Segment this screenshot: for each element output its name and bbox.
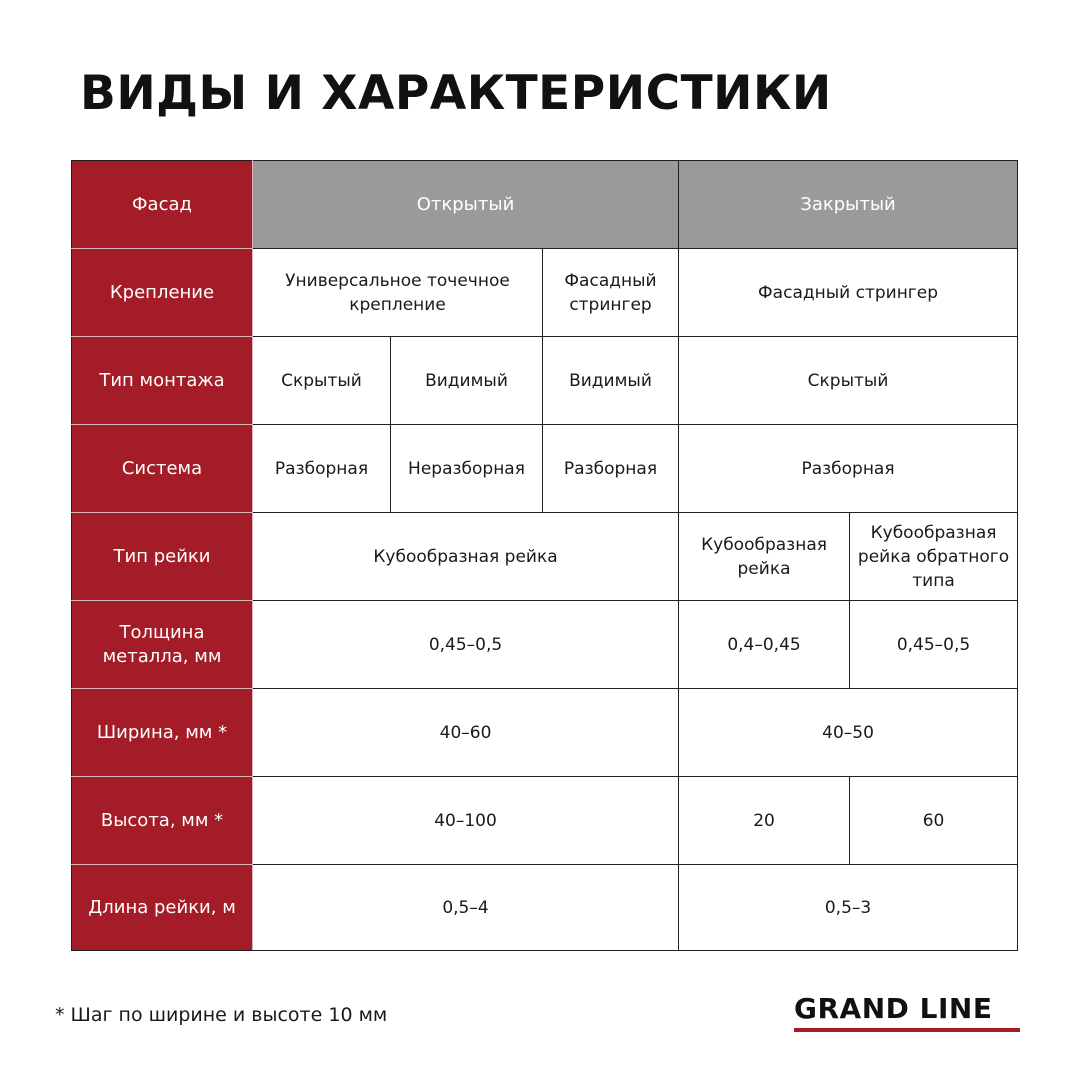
row-header-height: Высота, мм * <box>72 777 253 865</box>
row-header-mounting: Крепление <box>72 249 253 337</box>
table-row-rail-type <box>72 513 1018 601</box>
install-type-closed-cell: Скрытый <box>679 337 1018 425</box>
thickness-closed-reverse-cell: 0,45–0,5 <box>850 601 1018 689</box>
table-row-mounting <box>72 249 1018 337</box>
facade-open-cell: Открытый <box>253 161 679 249</box>
logo-underline <box>794 1028 1020 1032</box>
table-row-width <box>72 689 1018 777</box>
row-header-system: Система <box>72 425 253 513</box>
system-closed-cell: Разборная <box>679 425 1018 513</box>
table-row-height <box>72 777 1018 865</box>
table-row-install-type <box>72 337 1018 425</box>
rail-type-closed-reverse-cell: Кубообразная рейка обратного типа <box>850 513 1018 601</box>
width-closed-cell: 40–50 <box>679 689 1018 777</box>
thickness-closed-cell: 0,4–0,45 <box>679 601 850 689</box>
mounting-universal-cell: Универсальное точечное крепление <box>253 249 543 337</box>
facade-closed-cell: Закрытый <box>679 161 1018 249</box>
height-closed-reverse-cell: 60 <box>850 777 1018 865</box>
table-row-thickness <box>72 601 1018 689</box>
thickness-open-cell: 0,45–0,5 <box>253 601 679 689</box>
table-row-length <box>72 865 1018 951</box>
rail-type-closed-cell: Кубообразная рейка <box>679 513 850 601</box>
row-header-thickness: Толщина металла, мм <box>72 601 253 689</box>
spec-table <box>71 160 1018 951</box>
width-open-cell: 40–60 <box>253 689 679 777</box>
row-header-rail-type: Тип рейки <box>72 513 253 601</box>
height-open-cell: 40–100 <box>253 777 679 865</box>
install-type-cell: Видимый <box>391 337 543 425</box>
row-header-install-type: Тип монтажа <box>72 337 253 425</box>
height-closed-cell: 20 <box>679 777 850 865</box>
grand-line-logo <box>794 992 1024 1032</box>
logo-text: GRAND LINE <box>794 992 993 1025</box>
table-row-system <box>72 425 1018 513</box>
rail-type-open-cell: Кубообразная рейка <box>253 513 679 601</box>
table-row-facade <box>72 161 1018 249</box>
mounting-closed-stringer-cell: Фасадный стрингер <box>679 249 1018 337</box>
footnote: * Шаг по ширине и высоте 10 мм <box>55 1004 388 1026</box>
system-cell: Разборная <box>253 425 391 513</box>
system-cell: Разборная <box>543 425 679 513</box>
length-closed-cell: 0,5–3 <box>679 865 1018 951</box>
row-header-facade: Фасад <box>72 161 253 249</box>
mounting-open-stringer-cell: Фасадный стрингер <box>543 249 679 337</box>
install-type-cell: Скрытый <box>253 337 391 425</box>
install-type-cell: Видимый <box>543 337 679 425</box>
system-cell: Неразборная <box>391 425 543 513</box>
row-header-length: Длина рейки, м <box>72 865 253 951</box>
page-title: ВИДЫ И ХАРАКТЕРИСТИКИ <box>80 66 832 121</box>
length-open-cell: 0,5–4 <box>253 865 679 951</box>
row-header-width: Ширина, мм * <box>72 689 253 777</box>
